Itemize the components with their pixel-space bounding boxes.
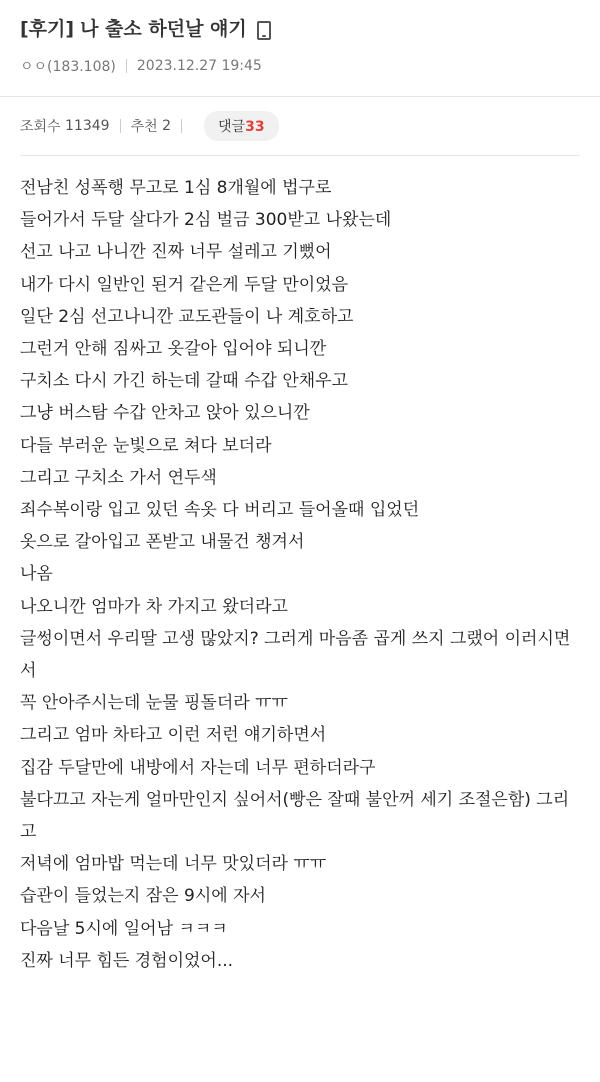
stats-divider: [181, 119, 182, 133]
body-line: 글썽이면서 우리딸 고생 많았지? 그러게 마음좀 곱게 쓰지 그랬어 이러시면서: [20, 628, 571, 682]
body-line: 죄수복이랑 입고 있던 속옷 다 버리고 들어올때 입었던: [20, 500, 420, 521]
body-line: 나오니깐 엄마가 차 가지고 왔더라고: [20, 596, 288, 617]
body-line: 그냥 버스탐 수갑 안차고 앉아 있으니깐: [20, 403, 310, 424]
post-body: [0, 156, 600, 977]
body-line: 저녁에 엄마밥 먹는데 너무 맛있더라 ㅠㅠ: [20, 854, 327, 875]
comments-label: 댓글: [218, 119, 246, 135]
body-line: 그리고 구치소 가서 연두색: [20, 467, 217, 488]
comments-button[interactable]: [204, 111, 279, 141]
body-line: 다들 부러운 눈빛으로 쳐다 보더라: [20, 435, 272, 456]
author-name[interactable]: ㅇㅇ(183.108): [20, 59, 116, 75]
post-header: [0, 0, 600, 76]
body-line: 다음날 5시에 일어남 ㅋㅋㅋ: [20, 918, 228, 939]
body-line: 진짜 너무 힘든 경험이었어...: [20, 950, 234, 971]
body-line: 구치소 다시 가긴 하는데 갈때 수갑 안채우고: [20, 371, 349, 392]
body-line: 나옴: [20, 564, 53, 585]
body-line: 내가 다시 일반인 된거 같은게 두달 만이었음: [20, 274, 349, 295]
recommend-label: 추천: [130, 119, 158, 135]
body-line: 그리고 엄마 차타고 이런 저런 얘기하면서: [20, 725, 327, 746]
recommend-count: 2: [162, 118, 172, 134]
body-line: 전남친 성폭행 무고로 1심 8개월에 법구로: [20, 178, 332, 198]
views-label: 조회수: [20, 119, 61, 135]
body-line: 그런거 안해 짐싸고 옷갈아 입어야 되니깐: [20, 339, 327, 360]
stats-divider: [120, 119, 121, 133]
body-line: 집감 두달만에 내방에서 자는데 너무 편하더라구: [20, 757, 376, 778]
body-line: 들어가서 두달 살다가 2심 벌금 300받고 나왔는데: [20, 210, 392, 231]
post-title: [20, 14, 580, 44]
post-meta: [20, 56, 580, 76]
body-line: 옷으로 갈아입고 폰받고 내물건 챙겨서: [20, 532, 305, 553]
post-category-tag: [후기]: [20, 18, 75, 40]
body-line: 선고 나고 나니깐 진짜 너무 설레고 기뻤어: [20, 242, 332, 263]
views-count: 11349: [65, 118, 110, 134]
post-stats: [0, 97, 600, 155]
post-title-text: 나 출소 하던날 얘기: [80, 18, 247, 40]
body-line: 일단 2심 선고나니깐 교도관들이 나 계호하고: [20, 306, 354, 327]
comments-count: 33: [245, 119, 265, 135]
meta-divider: [126, 59, 127, 73]
body-line: 꼭 안아주시는데 눈물 핑돌더라 ㅠㅠ: [20, 693, 288, 714]
mobile-phone-icon: [257, 21, 271, 40]
body-line: 습관이 들었는지 잠은 9시에 자서: [20, 886, 266, 907]
post-date: 2023.12.27 19:45: [136, 58, 262, 74]
body-line: 불다끄고 자는게 얼마만인지 싶어서(빵은 잘때 불안꺼 세기 조절은함) 그리고: [20, 789, 570, 843]
